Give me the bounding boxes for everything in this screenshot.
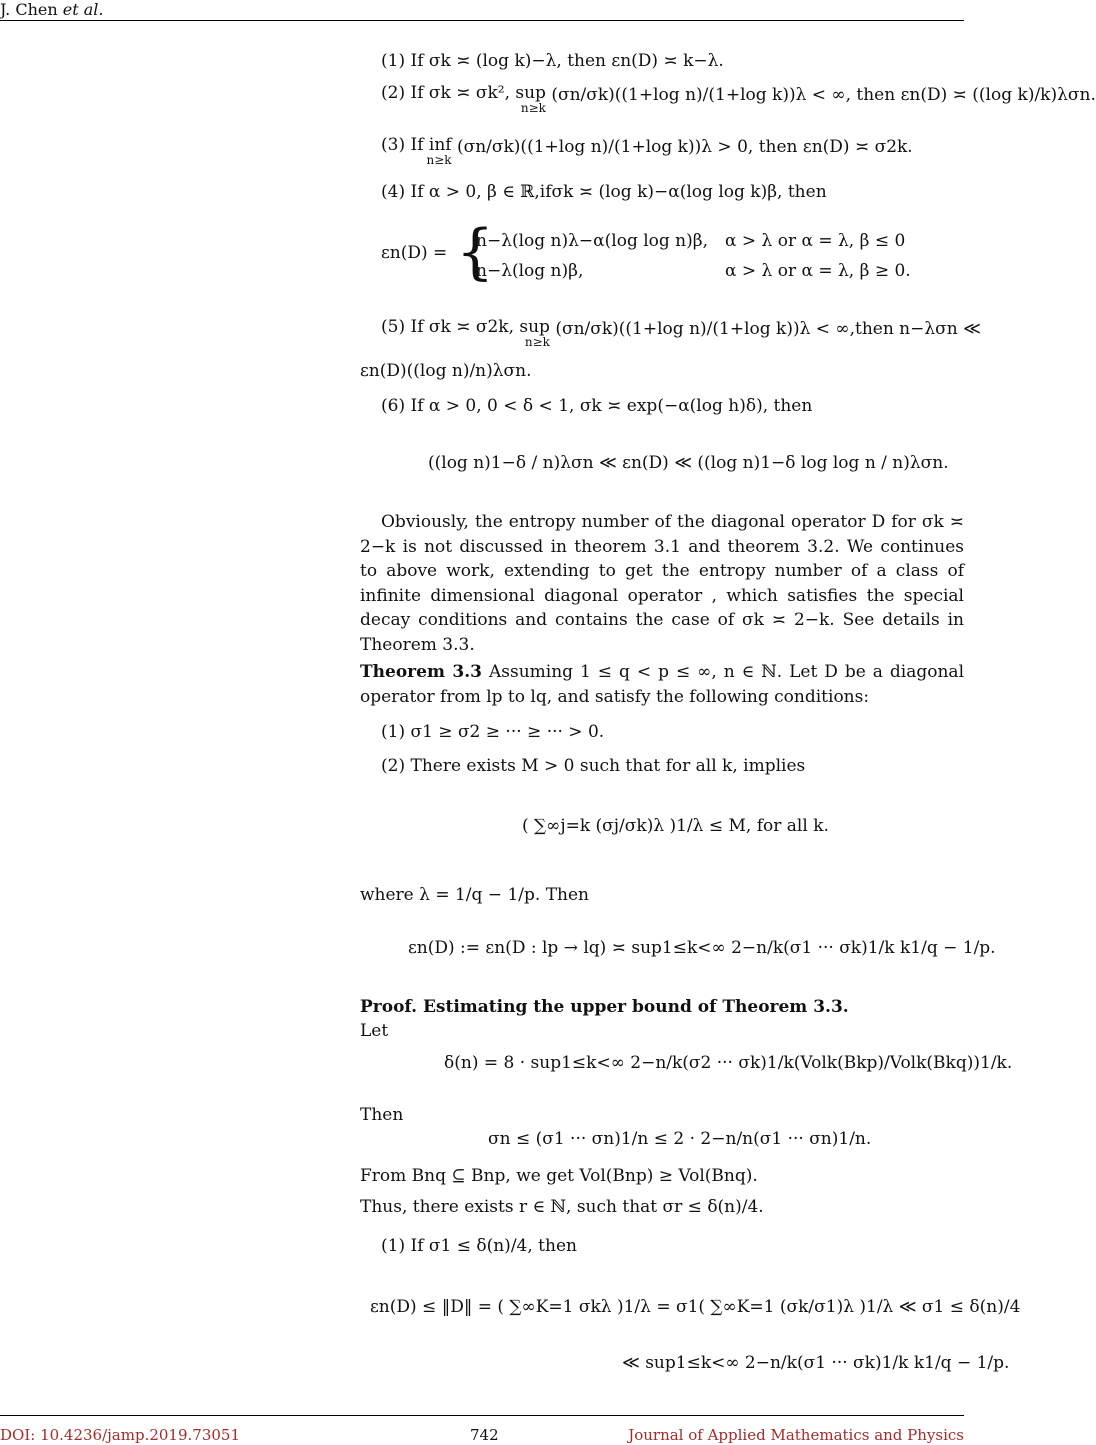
- header-rule: [0, 20, 964, 21]
- case-2-expr: n−λ(log n)β,: [476, 261, 584, 281]
- running-header: [0, 0, 103, 19]
- item-6: (6) If α > 0, 0 < δ < 1, σk ≍ exp(−α(log h)δ), then: [381, 396, 813, 416]
- header-author: J. Chen: [0, 0, 63, 19]
- item-6-equation: ((log n)1−δ / n)λσn ≪ εn(D) ≪ ((log n)1−δ log log n / n)λσn.: [428, 453, 949, 473]
- proof-let: Let: [360, 1021, 389, 1041]
- norm-estimate: εn(D) ≤ ‖D‖ = ( ∑∞K=1 σkλ )1/λ = σ1( ∑∞K=1 (σk/σ1)λ )1/λ ≪ σ1 ≤ δ(n)/4: [370, 1297, 1021, 1317]
- condition-2: (2) There exists M > 0 such that for all k, implies: [381, 756, 806, 776]
- ball-inclusion: From Bnq ⊆ Bnp, we get Vol(Bnp) ≥ Vol(Bnq).: [360, 1166, 758, 1186]
- theorem-3-3: Theorem 3.3 Assuming 1 ≤ q < p ≤ ∞, n ∈ ℕ. Let D be a diagonal operator from lp to lq, and satisfy the following conditions:: [360, 662, 965, 707]
- case-2-cond: α > λ or α = λ, β ≥ 0.: [725, 261, 911, 281]
- page-number: 742: [470, 1426, 499, 1444]
- proof-then: Then: [360, 1105, 404, 1125]
- item-2-sup: (2) If σk ≍ σk², sup n≥k: [381, 83, 546, 115]
- case-1-cond: α > λ or α = λ, β ≤ 0: [725, 231, 906, 251]
- header-etal: et al.: [62, 0, 104, 19]
- item-3: (3) If inf n≥k (σn/σk)((1+log n)/(1+log k))λ > 0, then εn(D) ≍ σ2k.: [381, 135, 913, 167]
- cases-brace: {: [456, 217, 495, 287]
- case-1-expr: n−λ(log n)λ−α(log log n)β,: [476, 231, 708, 251]
- cases-lhs: εn(D) =: [381, 243, 448, 263]
- theorem-label: Theorem 3.3: [360, 662, 482, 682]
- sigma-bound: σn ≤ (σ1 ··· σn)1/n ≤ 2 · 2−n/n(σ1 ··· σn)1/n.: [488, 1129, 872, 1149]
- paragraph-obviously: Obviously, the entropy number of the diagonal operator D for σk ≍ 2−k is not discussed in theorem 3.1 and theorem 3.2. We continues to above work, extending to get the entropy number of a class of infinite dimensional diagonal operator , which satisfies the special decay conditions and contains the case of σk ≍ 2−k. See details in Theorem 3.3.: [360, 512, 964, 655]
- proof-case-1: (1) If σ1 ≤ δ(n)/4, then: [381, 1236, 577, 1256]
- item-4: (4) If α > 0, β ∈ ℝ,ifσk ≍ (log k)−α(log log k)β, then: [381, 182, 827, 202]
- footer-rule: [0, 1415, 964, 1416]
- condition-1: (1) σ1 ≥ σ2 ≥ ··· ≥ ··· > 0.: [381, 722, 605, 742]
- theorem-result: εn(D) := εn(D : lp → lq) ≍ sup1≤k<∞ 2−n/k(σ1 ··· σk)1/k k1/q − 1/p.: [408, 938, 996, 958]
- proof-title: Proof. Estimating the upper bound of Theorem 3.3.: [360, 997, 849, 1017]
- item-2: (2) If σk ≍ σk², sup n≥k (σn/σk)((1+log n)/(1+log k))λ < ∞, then εn(D) ≍ ((log k)/k)λσn.: [381, 83, 1096, 115]
- lambda-definition: where λ = 1/q − 1/p. Then: [360, 885, 589, 905]
- item-5-cont: εn(D)((log n)/n)λσn.: [360, 361, 532, 381]
- item-1: (1) If σk ≍ (log k)−λ, then εn(D) ≍ k−λ.: [381, 51, 724, 71]
- footer-journal[interactable]: Journal of Applied Mathematics and Physics: [628, 1426, 964, 1444]
- exists-r: Thus, there exists r ∈ ℕ, such that σr ≤ δ(n)/4.: [360, 1197, 764, 1217]
- footer-doi[interactable]: DOI: 10.4236/jamp.2019.73051: [0, 1426, 240, 1444]
- item-5: (5) If σk ≍ σ2k, sup n≥k (σn/σk)((1+log n)/(1+log k))λ < ∞,then n−λσn ≪: [381, 317, 981, 349]
- norm-estimate-cont: ≪ sup1≤k<∞ 2−n/k(σ1 ··· σk)1/k k1/q − 1/p.: [622, 1353, 1010, 1373]
- delta-definition: δ(n) = 8 · sup1≤k<∞ 2−n/k(σ2 ··· σk)1/k(Volk(Bkp)/Volk(Bkq))1/k.: [444, 1053, 1013, 1073]
- condition-2-equation: ( ∑∞j=k (σj/σk)λ )1/λ ≤ M, for all k.: [522, 816, 829, 836]
